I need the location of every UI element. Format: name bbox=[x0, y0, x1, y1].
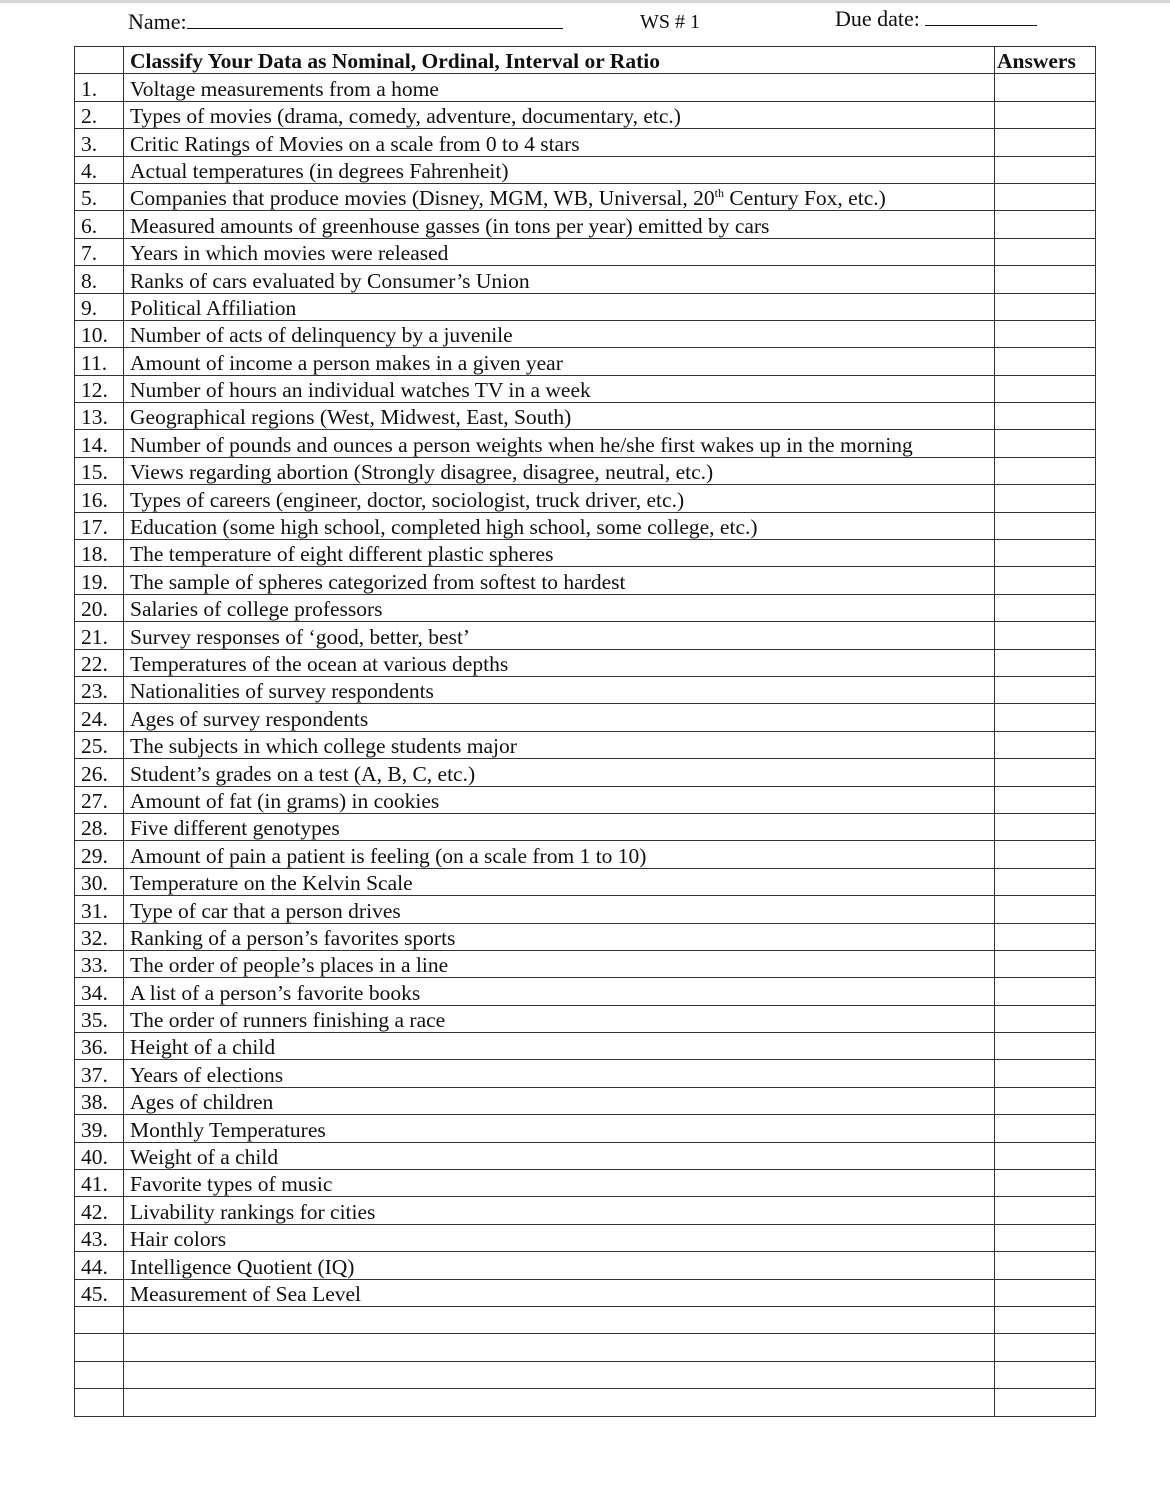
question-text: Actual temperatures (in degrees Fahrenheit) bbox=[130, 158, 509, 183]
due-date-label: Due date: bbox=[835, 6, 920, 31]
question-number: 31. bbox=[75, 896, 124, 923]
question-number: 37. bbox=[75, 1060, 124, 1087]
question-text: Ranks of cars evaluated by Consumer’s Union bbox=[130, 268, 530, 293]
table-row bbox=[75, 293, 1096, 320]
question-number: 16. bbox=[75, 485, 124, 512]
question-cell bbox=[124, 211, 995, 238]
table-row bbox=[75, 238, 1096, 265]
question-cell bbox=[124, 567, 995, 594]
answer-cell[interactable] bbox=[995, 813, 1096, 840]
name-blank[interactable] bbox=[187, 8, 563, 29]
question-cell bbox=[124, 512, 995, 539]
question-number: 9. bbox=[75, 293, 124, 320]
answer-cell[interactable] bbox=[995, 841, 1096, 868]
table-row bbox=[75, 320, 1096, 347]
question-number: 22. bbox=[75, 649, 124, 676]
question-number: 20. bbox=[75, 594, 124, 621]
question-text: Amount of pain a patient is feeling (on a scale from 1 to 10) bbox=[130, 843, 647, 868]
question-text: A list of a person’s favorite books bbox=[130, 980, 421, 1005]
table-row bbox=[75, 485, 1096, 512]
answer-cell[interactable] bbox=[995, 1033, 1096, 1060]
answer-cell[interactable] bbox=[995, 293, 1096, 320]
answer-cell[interactable] bbox=[995, 1170, 1096, 1197]
table-row bbox=[75, 403, 1096, 430]
question-number: 38. bbox=[75, 1087, 124, 1114]
table-row bbox=[75, 1170, 1096, 1197]
table-row bbox=[75, 457, 1096, 484]
answer-cell[interactable] bbox=[995, 1279, 1096, 1306]
question-number: 28. bbox=[75, 813, 124, 840]
question-cell bbox=[124, 950, 995, 977]
due-date-field[interactable] bbox=[835, 5, 1037, 32]
question-text: Critic Ratings of Movies on a scale from 0 to 4 stars bbox=[130, 131, 580, 156]
answer-cell[interactable] bbox=[995, 348, 1096, 375]
question-text: Intelligence Quotient (IQ) bbox=[130, 1254, 355, 1279]
header-number-cell bbox=[75, 47, 124, 74]
question-cell bbox=[124, 74, 995, 101]
question-cell bbox=[124, 841, 995, 868]
question-text: Measured amounts of greenhouse gasses (in tons per year) emitted by cars bbox=[130, 213, 770, 238]
question-number: 25. bbox=[75, 731, 124, 758]
question-number: 24. bbox=[75, 704, 124, 731]
title-blank bbox=[696, 73, 814, 74]
table-row bbox=[75, 430, 1096, 457]
question-cell bbox=[124, 786, 995, 813]
answer-cell[interactable] bbox=[995, 430, 1096, 457]
table-row bbox=[75, 950, 1096, 977]
table-row bbox=[75, 759, 1096, 786]
answer-cell[interactable] bbox=[995, 375, 1096, 402]
table-row bbox=[75, 978, 1096, 1005]
empty-question-cell bbox=[124, 1389, 995, 1416]
question-number: 4. bbox=[75, 156, 124, 183]
answer-cell[interactable] bbox=[995, 238, 1096, 265]
table-row bbox=[75, 266, 1096, 293]
answer-cell[interactable] bbox=[995, 704, 1096, 731]
question-number: 6. bbox=[75, 211, 124, 238]
table-row bbox=[75, 156, 1096, 183]
empty-number-cell bbox=[75, 1306, 124, 1333]
question-text: Types of careers (engineer, doctor, sociologist, truck driver, etc.) bbox=[130, 487, 685, 512]
question-number: 35. bbox=[75, 1005, 124, 1032]
question-text: Favorite types of music bbox=[130, 1172, 333, 1197]
table-row bbox=[75, 1033, 1096, 1060]
empty-number-cell bbox=[75, 1361, 124, 1388]
answer-cell[interactable] bbox=[995, 1087, 1096, 1114]
question-text: Student’s grades on a test (A, B, C, etc.) bbox=[130, 761, 476, 786]
question-cell bbox=[124, 1142, 995, 1169]
question-text: Years of elections bbox=[130, 1062, 284, 1087]
question-text: Height of a child bbox=[130, 1035, 276, 1060]
answer-cell[interactable] bbox=[995, 320, 1096, 347]
answer-cell[interactable] bbox=[995, 622, 1096, 649]
question-text: The sample of spheres categorized from softest to hardest bbox=[130, 569, 626, 594]
worksheet-number: WS # 1 bbox=[640, 11, 700, 33]
question-number: 1. bbox=[75, 74, 124, 101]
top-border bbox=[0, 0, 1170, 3]
table-row bbox=[75, 676, 1096, 703]
table-row bbox=[75, 622, 1096, 649]
table-title-text: Classify Your Data as Nominal, Ordinal, Interval or Ratio bbox=[130, 49, 660, 74]
question-cell bbox=[124, 430, 995, 457]
classification-table bbox=[74, 46, 1096, 1417]
name-label: Name: bbox=[128, 9, 187, 34]
answer-cell[interactable] bbox=[995, 759, 1096, 786]
question-number: 14. bbox=[75, 430, 124, 457]
question-cell bbox=[124, 101, 995, 128]
question-cell bbox=[124, 923, 995, 950]
answer-cell[interactable] bbox=[995, 567, 1096, 594]
question-text: Monthly Temperatures bbox=[130, 1117, 326, 1142]
table-row bbox=[75, 1224, 1096, 1251]
answer-cell[interactable] bbox=[995, 211, 1096, 238]
question-number: 27. bbox=[75, 786, 124, 813]
question-text: The temperature of eight different plastic spheres bbox=[130, 542, 554, 567]
question-text: The order of runners finishing a race bbox=[130, 1008, 446, 1033]
question-cell bbox=[124, 183, 995, 210]
question-number: 7. bbox=[75, 238, 124, 265]
empty-row bbox=[75, 1361, 1096, 1388]
answer-cell[interactable] bbox=[995, 1306, 1096, 1333]
table-header-row bbox=[75, 47, 1096, 74]
table-row bbox=[75, 786, 1096, 813]
question-number: 44. bbox=[75, 1252, 124, 1279]
question-text: Number of hours an individual watches TV in a week bbox=[130, 378, 591, 403]
question-cell bbox=[124, 266, 995, 293]
question-text: Weight of a child bbox=[130, 1145, 279, 1170]
table-row bbox=[75, 1279, 1096, 1306]
empty-row bbox=[75, 1334, 1096, 1361]
due-date-blank[interactable] bbox=[925, 5, 1037, 26]
question-cell bbox=[124, 649, 995, 676]
name-field[interactable] bbox=[128, 8, 563, 35]
table-row bbox=[75, 1087, 1096, 1114]
question-number: 39. bbox=[75, 1115, 124, 1142]
empty-row bbox=[75, 1306, 1096, 1333]
question-text: Salaries of college professors bbox=[130, 597, 383, 622]
question-cell bbox=[124, 1005, 995, 1032]
question-text: Voltage measurements from a home bbox=[130, 76, 439, 101]
table-row bbox=[75, 375, 1096, 402]
question-number: 32. bbox=[75, 923, 124, 950]
question-text: Temperature on the Kelvin Scale bbox=[130, 871, 413, 896]
empty-number-cell bbox=[75, 1334, 124, 1361]
table-row bbox=[75, 74, 1096, 101]
table-row bbox=[75, 1005, 1096, 1032]
question-number: 2. bbox=[75, 101, 124, 128]
question-number: 29. bbox=[75, 841, 124, 868]
question-text: Ranking of a person’s favorites sports bbox=[130, 925, 456, 950]
table-row bbox=[75, 567, 1096, 594]
answers-header: Answers bbox=[995, 47, 1096, 74]
question-cell bbox=[124, 1197, 995, 1224]
question-text: Number of acts of delinquency by a juvenile bbox=[130, 323, 513, 348]
question-text: Livability rankings for cities bbox=[130, 1199, 376, 1224]
question-number: 8. bbox=[75, 266, 124, 293]
answer-cell[interactable] bbox=[995, 101, 1096, 128]
table-row bbox=[75, 1252, 1096, 1279]
answer-cell[interactable] bbox=[995, 183, 1096, 210]
answer-cell[interactable] bbox=[995, 1252, 1096, 1279]
question-text-cont: Century Fox, etc.) bbox=[723, 186, 886, 211]
question-number: 12. bbox=[75, 375, 124, 402]
question-text: Hair colors bbox=[130, 1227, 227, 1252]
question-number: 21. bbox=[75, 622, 124, 649]
answer-cell[interactable] bbox=[995, 1389, 1096, 1416]
table-row bbox=[75, 129, 1096, 156]
table-title bbox=[124, 47, 995, 74]
question-text: Ages of children bbox=[130, 1090, 274, 1115]
answer-cell[interactable] bbox=[995, 923, 1096, 950]
question-cell bbox=[124, 293, 995, 320]
question-cell bbox=[124, 1279, 995, 1306]
question-cell bbox=[124, 485, 995, 512]
answer-cell[interactable] bbox=[995, 896, 1096, 923]
question-text: Types of movies (drama, comedy, adventure, documentary, etc.) bbox=[130, 104, 681, 129]
question-number: 17. bbox=[75, 512, 124, 539]
question-number: 34. bbox=[75, 978, 124, 1005]
table-row bbox=[75, 1115, 1096, 1142]
question-number: 15. bbox=[75, 457, 124, 484]
question-number: 33. bbox=[75, 950, 124, 977]
table-row bbox=[75, 183, 1096, 210]
question-number: 40. bbox=[75, 1142, 124, 1169]
question-cell bbox=[124, 540, 995, 567]
table-row bbox=[75, 101, 1096, 128]
answer-cell[interactable] bbox=[995, 731, 1096, 758]
question-number: 41. bbox=[75, 1170, 124, 1197]
question-cell bbox=[124, 704, 995, 731]
question-cell bbox=[124, 375, 995, 402]
answer-cell[interactable] bbox=[995, 1142, 1096, 1169]
answer-cell[interactable] bbox=[995, 1005, 1096, 1032]
answer-cell[interactable] bbox=[995, 129, 1096, 156]
question-cell bbox=[124, 320, 995, 347]
question-number: 19. bbox=[75, 567, 124, 594]
question-cell bbox=[124, 978, 995, 1005]
question-text: Education (some high school, completed high school, some college, etc.) bbox=[130, 515, 758, 540]
answer-cell[interactable] bbox=[995, 868, 1096, 895]
question-cell bbox=[124, 731, 995, 758]
question-text: Five different genotypes bbox=[130, 816, 340, 841]
table-row bbox=[75, 1060, 1096, 1087]
answer-cell[interactable] bbox=[995, 649, 1096, 676]
question-cell bbox=[124, 813, 995, 840]
question-text: The order of people’s places in a line bbox=[130, 953, 449, 978]
answer-cell[interactable] bbox=[995, 156, 1096, 183]
answer-cell[interactable] bbox=[995, 74, 1096, 101]
table-row bbox=[75, 512, 1096, 539]
table-row bbox=[75, 896, 1096, 923]
table-row bbox=[75, 731, 1096, 758]
question-cell bbox=[124, 1224, 995, 1251]
answer-cell[interactable] bbox=[995, 266, 1096, 293]
question-text: Number of pounds and ounces a person weights when he/she first wakes up in the morning bbox=[130, 432, 913, 457]
question-cell bbox=[124, 1115, 995, 1142]
table-row bbox=[75, 211, 1096, 238]
empty-number-cell bbox=[75, 1389, 124, 1416]
answer-cell[interactable] bbox=[995, 676, 1096, 703]
question-text: Type of car that a person drives bbox=[130, 898, 401, 923]
question-number: 3. bbox=[75, 129, 124, 156]
table-row bbox=[75, 1197, 1096, 1224]
answer-cell[interactable] bbox=[995, 978, 1096, 1005]
question-text: Nationalities of survey respondents bbox=[130, 679, 434, 704]
question-cell bbox=[124, 1252, 995, 1279]
answer-cell[interactable] bbox=[995, 1115, 1096, 1142]
answer-cell[interactable] bbox=[995, 594, 1096, 621]
question-text: Ages of survey respondents bbox=[130, 706, 369, 731]
table-row bbox=[75, 1142, 1096, 1169]
question-text: Companies that produce movies (Disney, MGM, WB, Universal, 20 bbox=[130, 186, 715, 211]
question-cell bbox=[124, 622, 995, 649]
question-text: Political Affiliation bbox=[130, 295, 297, 320]
empty-question-cell bbox=[124, 1361, 995, 1388]
table-row bbox=[75, 594, 1096, 621]
empty-question-cell bbox=[124, 1334, 995, 1361]
answer-cell[interactable] bbox=[995, 403, 1096, 430]
answer-cell[interactable] bbox=[995, 540, 1096, 567]
question-text: The subjects in which college students major bbox=[130, 734, 517, 759]
question-text: Amount of fat (in grams) in cookies bbox=[130, 788, 440, 813]
empty-question-cell bbox=[124, 1306, 995, 1333]
question-number: 5. bbox=[75, 183, 124, 210]
question-cell bbox=[124, 594, 995, 621]
question-cell bbox=[124, 457, 995, 484]
table-row bbox=[75, 540, 1096, 567]
question-cell bbox=[124, 1170, 995, 1197]
answer-cell[interactable] bbox=[995, 512, 1096, 539]
question-text: Geographical regions (West, Midwest, East, South) bbox=[130, 405, 572, 430]
question-number: 42. bbox=[75, 1197, 124, 1224]
answer-cell[interactable] bbox=[995, 485, 1096, 512]
question-number: 10. bbox=[75, 320, 124, 347]
question-number: 18. bbox=[75, 540, 124, 567]
table-row bbox=[75, 841, 1096, 868]
table-row bbox=[75, 649, 1096, 676]
question-text: Years in which movies were released bbox=[130, 241, 449, 266]
question-number: 23. bbox=[75, 676, 124, 703]
answer-cell[interactable] bbox=[995, 1224, 1096, 1251]
answer-cell[interactable] bbox=[995, 786, 1096, 813]
answer-cell[interactable] bbox=[995, 1361, 1096, 1388]
answer-cell[interactable] bbox=[995, 1334, 1096, 1361]
question-text: Measurement of Sea Level bbox=[130, 1281, 362, 1306]
question-cell bbox=[124, 676, 995, 703]
table-row bbox=[75, 813, 1096, 840]
question-cell bbox=[124, 759, 995, 786]
question-cell bbox=[124, 1087, 995, 1114]
table-row bbox=[75, 923, 1096, 950]
answer-cell[interactable] bbox=[995, 457, 1096, 484]
question-number: 13. bbox=[75, 403, 124, 430]
question-number: 43. bbox=[75, 1224, 124, 1251]
superscript: th bbox=[714, 186, 724, 201]
empty-row bbox=[75, 1389, 1096, 1416]
question-cell bbox=[124, 403, 995, 430]
question-cell bbox=[124, 238, 995, 265]
answer-cell[interactable] bbox=[995, 1060, 1096, 1087]
question-text: Survey responses of ‘good, better, best’ bbox=[130, 624, 471, 649]
question-cell bbox=[124, 1033, 995, 1060]
table-row bbox=[75, 868, 1096, 895]
answer-cell[interactable] bbox=[995, 950, 1096, 977]
question-cell bbox=[124, 896, 995, 923]
question-number: 45. bbox=[75, 1279, 124, 1306]
question-number: 30. bbox=[75, 868, 124, 895]
question-cell bbox=[124, 348, 995, 375]
table-row bbox=[75, 704, 1096, 731]
question-cell bbox=[124, 868, 995, 895]
question-number: 11. bbox=[75, 348, 124, 375]
question-number: 26. bbox=[75, 759, 124, 786]
question-cell bbox=[124, 1060, 995, 1087]
question-text: Views regarding abortion (Strongly disagree, disagree, neutral, etc.) bbox=[130, 460, 714, 485]
question-cell bbox=[124, 156, 995, 183]
answer-cell[interactable] bbox=[995, 1197, 1096, 1224]
table-row bbox=[75, 348, 1096, 375]
question-number: 36. bbox=[75, 1033, 124, 1060]
question-text: Amount of income a person makes in a given year bbox=[130, 350, 563, 375]
question-text: Temperatures of the ocean at various depths bbox=[130, 651, 509, 676]
question-cell bbox=[124, 129, 995, 156]
